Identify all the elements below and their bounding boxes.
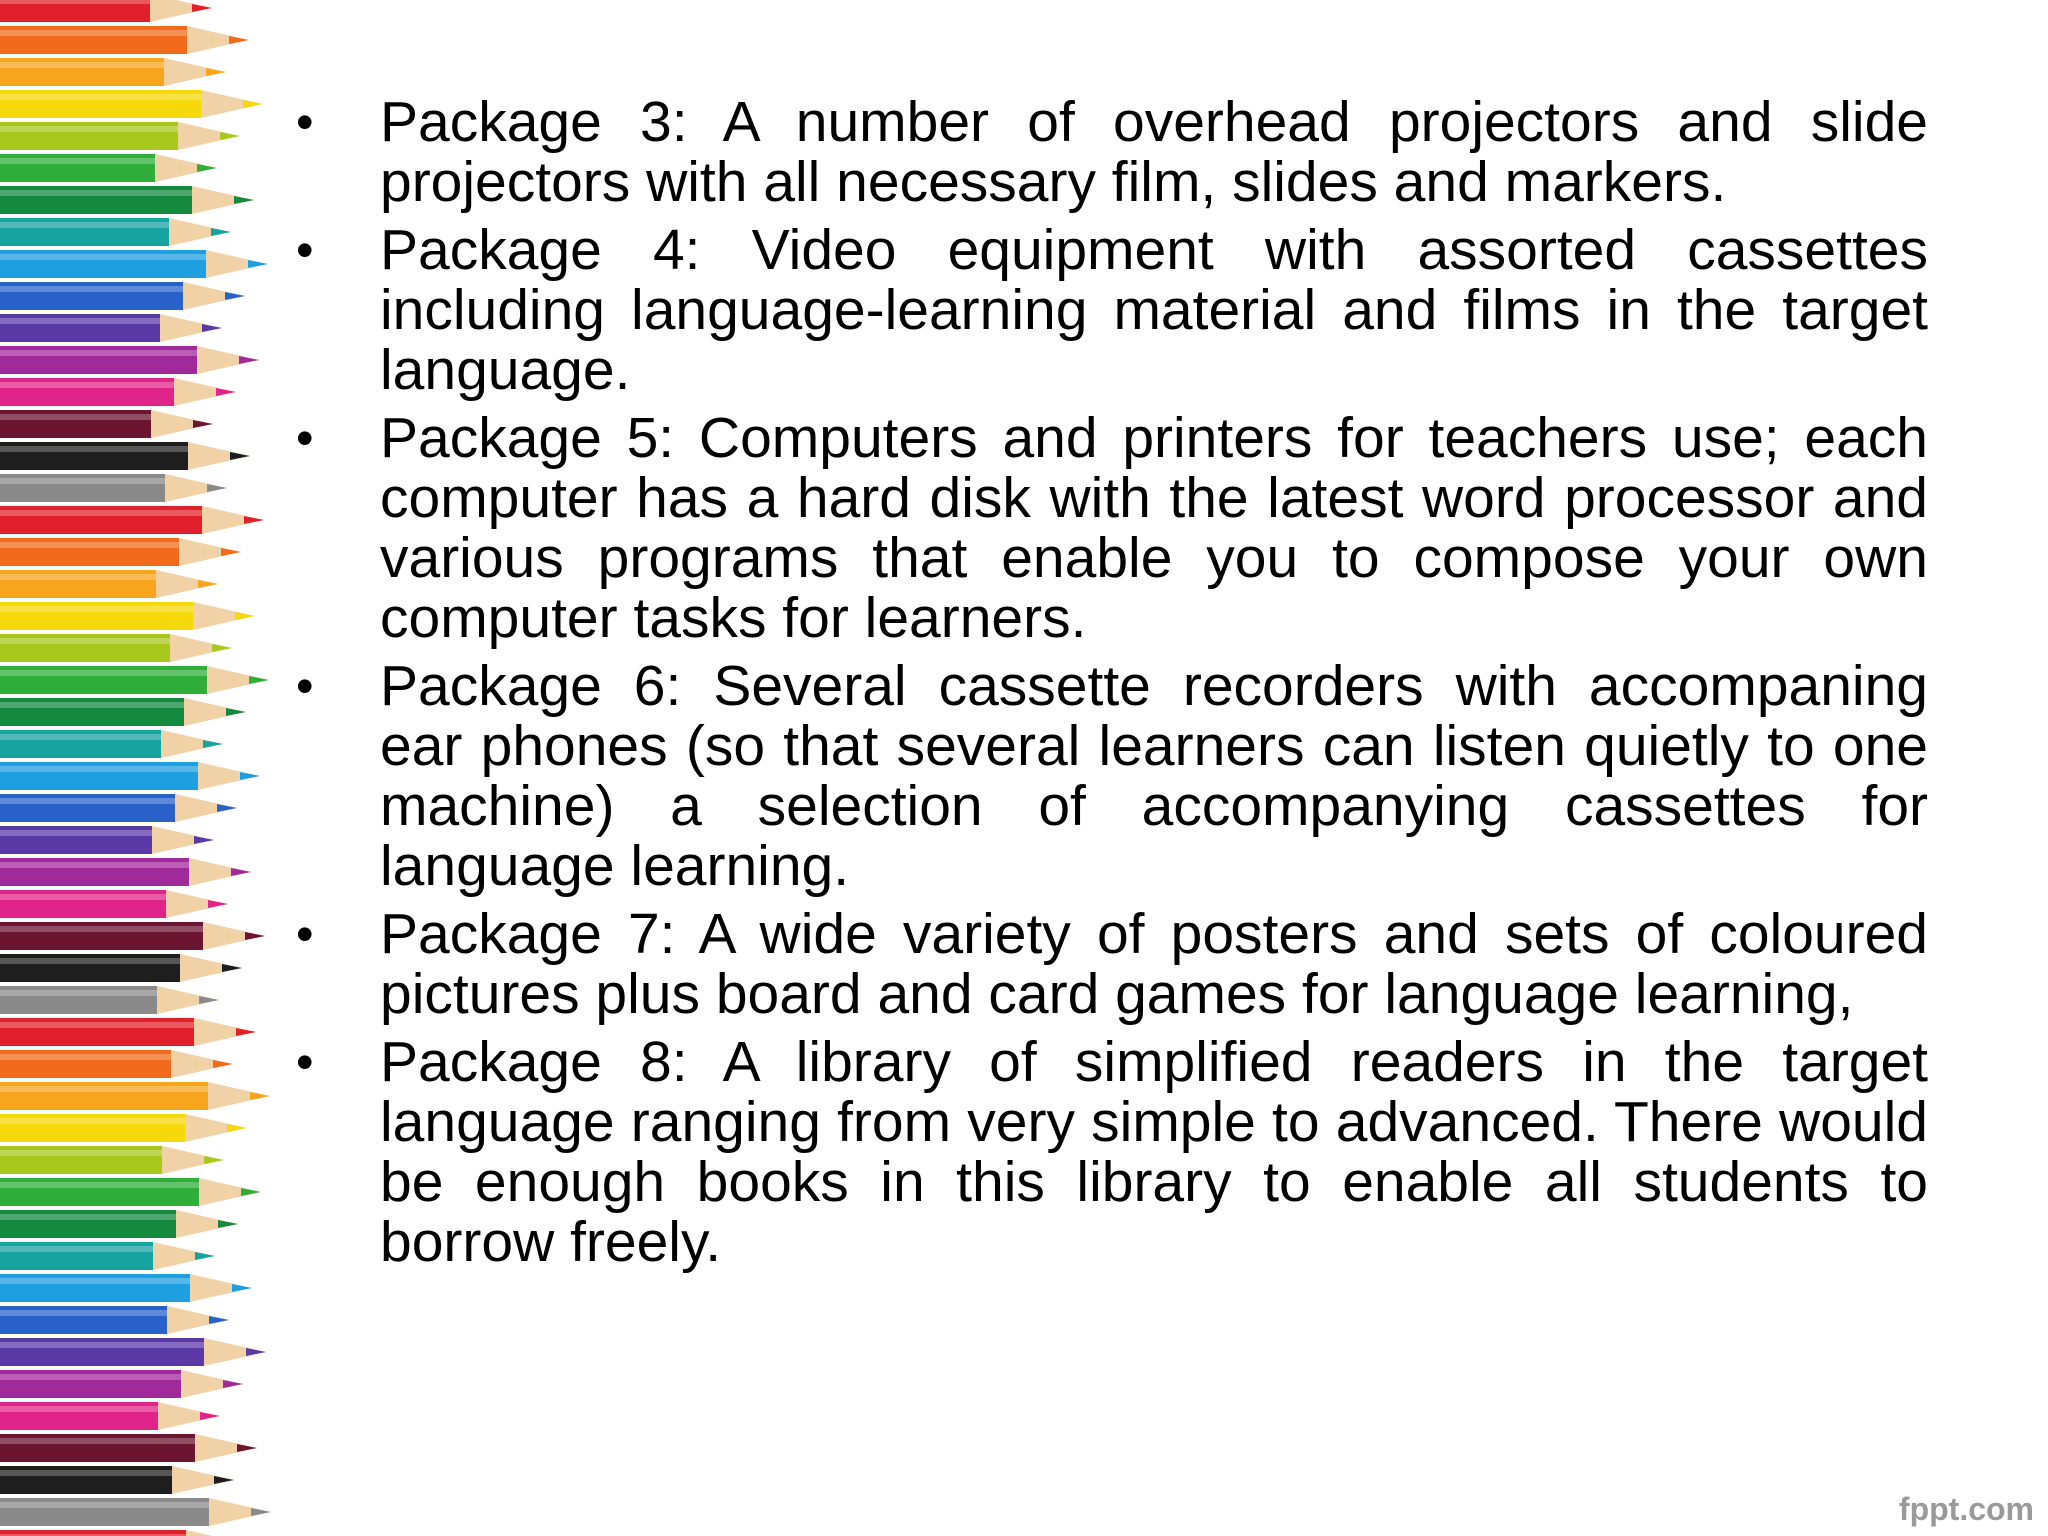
- pencil-icon: [0, 1210, 238, 1238]
- pencil-icon: [0, 1018, 256, 1046]
- pencil-icon: [0, 890, 228, 918]
- bullet-icon: •: [296, 658, 314, 714]
- pencil-icon: [0, 538, 241, 566]
- bullet-icon: •: [296, 1034, 314, 1090]
- pencil-icon: [0, 602, 255, 630]
- pencil-icon: [0, 826, 214, 854]
- pencil-icon: [0, 794, 237, 822]
- bullet-text: Package 8: A library of simplified readers in the target language ranging from very simple to advanced. There would be enough books in this library to enable all students to borrow freely.: [380, 1030, 1928, 1274]
- bullet-item-package-3: [296, 92, 1928, 212]
- pencil-icon: [0, 506, 264, 534]
- bullet-text: Package 6: Several cassette recorders with accompaning ear phones (so that several learners can listen quietly to one machine) a selection of accompanying cassettes for language learning.: [380, 654, 1928, 898]
- pencil-icon: [0, 1530, 248, 1536]
- pencil-icon: [0, 1338, 266, 1366]
- pencil-icon: [0, 0, 212, 22]
- bullet-text: Package 5: Computers and printers for teachers use; each computer has a hard disk with the latest word processor and various programs that enable you to compose your own computer tasks for learners.: [380, 406, 1928, 650]
- pencil-icon: [0, 1082, 270, 1110]
- pencil-icon: [0, 570, 218, 598]
- pencil-icon: [0, 730, 223, 758]
- pencil-icon: [0, 1242, 215, 1270]
- pencil-icon: [0, 154, 217, 182]
- bullet-item-package-7: [296, 904, 1928, 1024]
- pencil-icon: [0, 1402, 220, 1430]
- bullet-item-package-4: [296, 220, 1928, 400]
- pencil-icon: [0, 698, 246, 726]
- pencil-icon: [0, 1498, 271, 1526]
- pencil-icon: [0, 922, 265, 950]
- pencil-icon: [0, 90, 263, 118]
- bullet-item-package-6: [296, 656, 1928, 896]
- pencil-icon: [0, 346, 259, 374]
- pencil-icon: [0, 474, 227, 502]
- bullet-item-package-5: [296, 408, 1928, 648]
- pencil-icon: [0, 1114, 247, 1142]
- pencil-icon: [0, 1274, 252, 1302]
- pencil-icon: [0, 634, 232, 662]
- pencil-icon: [0, 762, 260, 790]
- colored-pencils-decoration: [0, 0, 280, 1536]
- bullet-icon: •: [296, 222, 314, 278]
- bullet-text: Package 4: Video equipment with assorted cassettes including language-learning material and films in the target language.: [380, 218, 1928, 402]
- bullet-icon: •: [296, 94, 314, 150]
- pencil-icon: [0, 58, 226, 86]
- pencil-icon: [0, 1050, 233, 1078]
- watermark-text: fppt.com: [1898, 1491, 2034, 1527]
- pencil-icon: [0, 314, 222, 342]
- bullet-text: Package 3: A number of overhead projectors and slide projectors with all necessary film, slides and markers.: [380, 90, 1928, 214]
- pencil-icon: [0, 122, 240, 150]
- pencil-icon: [0, 218, 231, 246]
- pencil-icon: [0, 282, 245, 310]
- pencil-icon: [0, 1146, 224, 1174]
- pencil-icon: [0, 186, 254, 214]
- pencil-icon: [0, 26, 249, 54]
- bullet-icon: •: [296, 906, 314, 962]
- pencil-icon: [0, 1306, 229, 1334]
- slide-content: [296, 92, 1928, 1280]
- bullet-text: Package 7: A wide variety of posters and sets of coloured pictures plus board and card games for language learning,: [380, 902, 1928, 1026]
- bullet-icon: •: [296, 410, 314, 466]
- pencil-icon: [0, 1434, 257, 1462]
- pencil-icon: [0, 1370, 243, 1398]
- pencil-icon: [0, 858, 251, 886]
- pencil-icon: [0, 378, 236, 406]
- bullet-item-package-8: [296, 1032, 1928, 1272]
- pencil-icon: [0, 1178, 261, 1206]
- pencil-icon: [0, 410, 213, 438]
- pencil-icon: [0, 442, 250, 470]
- pencil-icon: [0, 986, 219, 1014]
- pencil-icon: [0, 1466, 234, 1494]
- pencil-icon: [0, 250, 268, 278]
- bullet-list: [296, 92, 1928, 1272]
- pencil-icon: [0, 954, 242, 982]
- pencil-icon: [0, 666, 269, 694]
